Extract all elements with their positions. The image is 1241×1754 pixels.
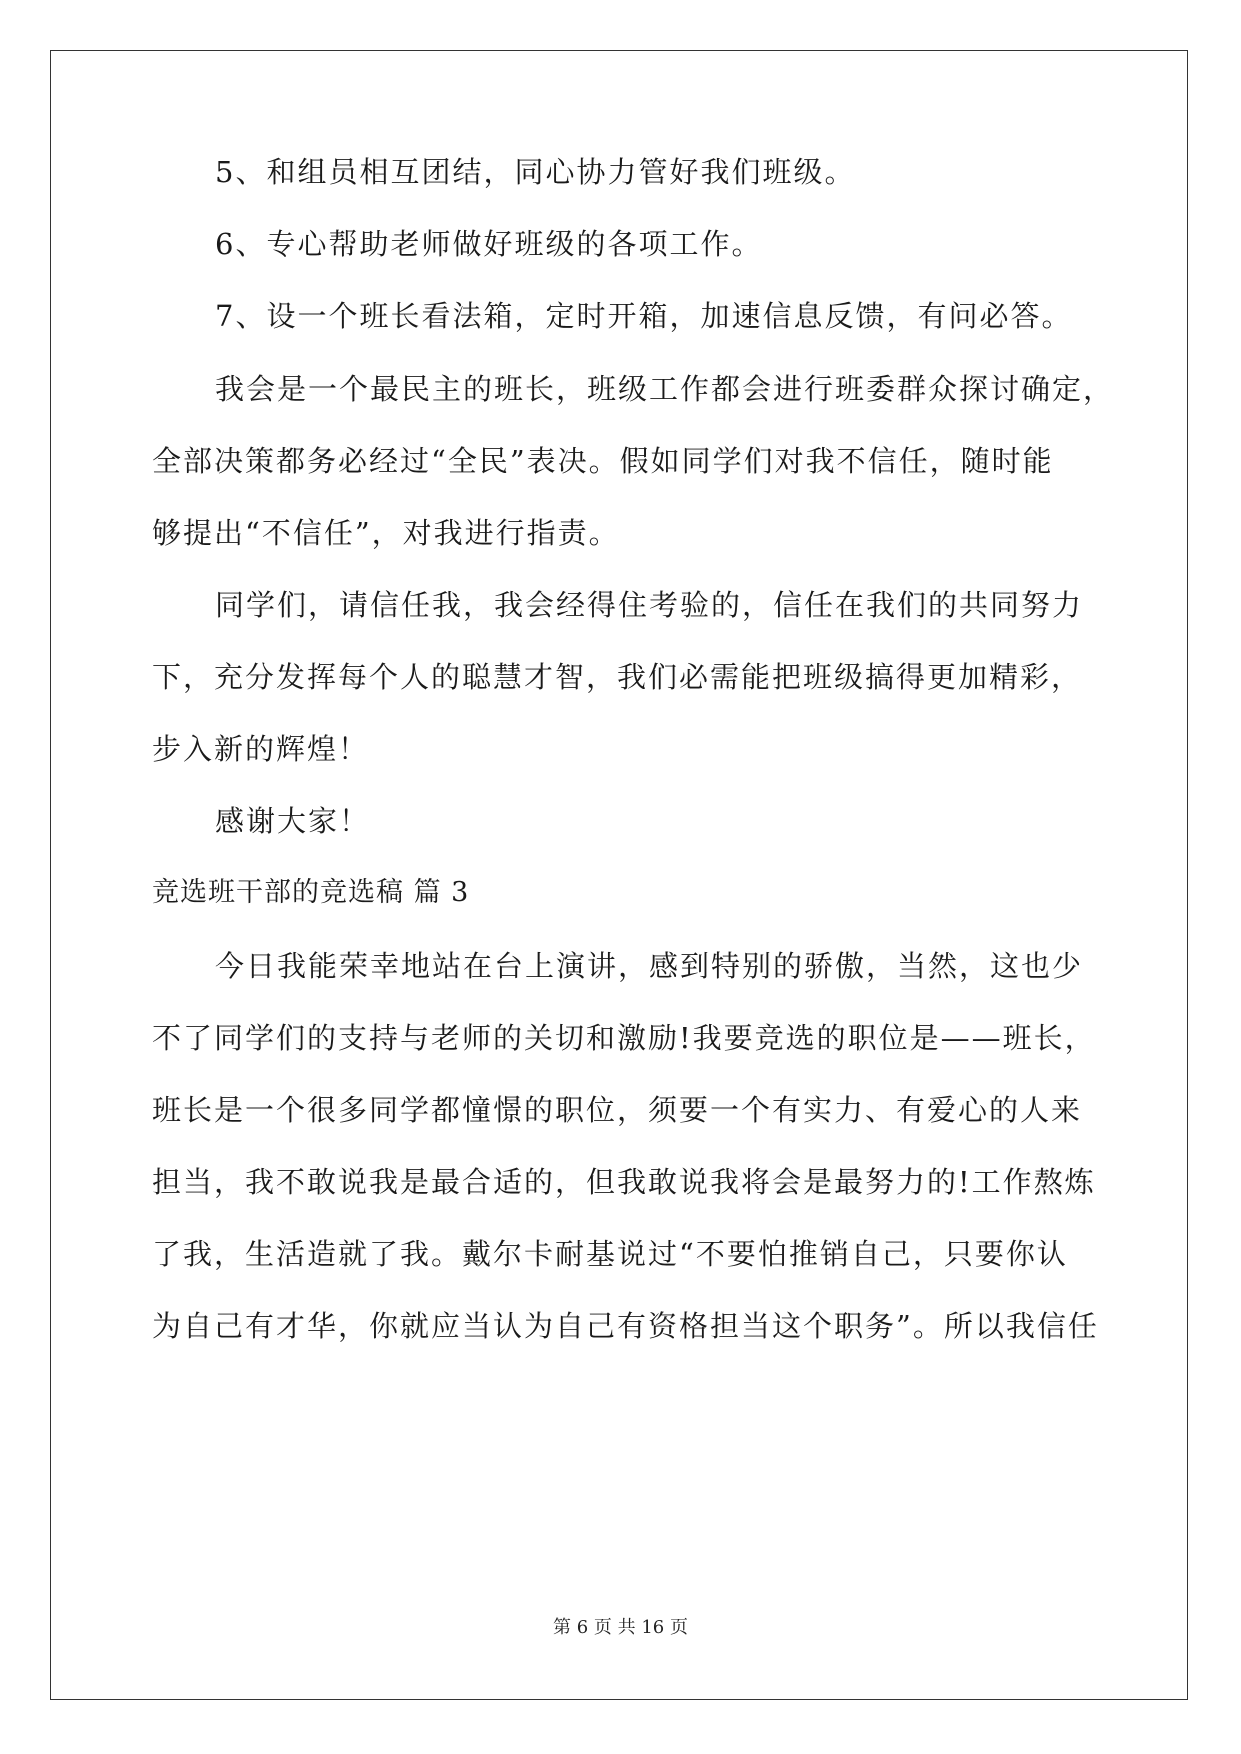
text-line-15: 担当，我不敢说我是最合适的，但我敢说我将会是最努力的!工作熬炼 [152, 1165, 1096, 1199]
text-line-12: 今日我能荣幸地站在台上演讲，感到特别的骄傲，当然，这也少 [215, 949, 1084, 983]
text-line-7: 同学们，请信任我，我会经得住考验的，信任在我们的共同努力 [215, 588, 1084, 622]
text-line-5: 全部决策都务必经过“全民”表决。假如同学们对我不信任，随时能 [152, 444, 1054, 478]
page-footer: 第 6 页 共 16 页 [553, 1617, 688, 1638]
text-line-6: 够提出“不信任”，对我进行指责。 [152, 516, 620, 550]
text-line-4: 我会是一个最民主的班长，班级工作都会进行班委群众探讨确定， [215, 372, 1115, 406]
text-line-8: 下，充分发挥每个人的聪慧才智，我们必需能把班级搞得更加精彩， [152, 660, 1083, 694]
text-line-3: 7、设一个班长看法箱，定时开箱，加速信息反馈，有问必答。 [215, 299, 1073, 333]
text-line-1: 5、和组员相互团结，同心协力管好我们班级。 [215, 155, 856, 189]
text-line-2: 6、专心帮助老师做好班级的各项工作。 [215, 227, 763, 261]
text-line-17: 为自己有才华，你就应当认为自己有资格担当这个职务”。所以我信任 [152, 1309, 1099, 1343]
text-line-10: 感谢大家！ [215, 804, 371, 838]
section-heading: 竞选班干部的竞选稿 篇 3 [152, 877, 470, 908]
text-line-9: 步入新的辉煌！ [152, 732, 370, 766]
text-line-14: 班长是一个很多同学都憧憬的职位，须要一个有实力、有爱心的人来 [152, 1093, 1083, 1127]
text-line-13: 不了同学们的支持与老师的关切和激励!我要竞选的职位是——班长， [152, 1021, 1096, 1055]
text-line-16: 了我，生活造就了我。戴尔卡耐基说过“不要怕推销自己，只要你认 [152, 1237, 1068, 1271]
